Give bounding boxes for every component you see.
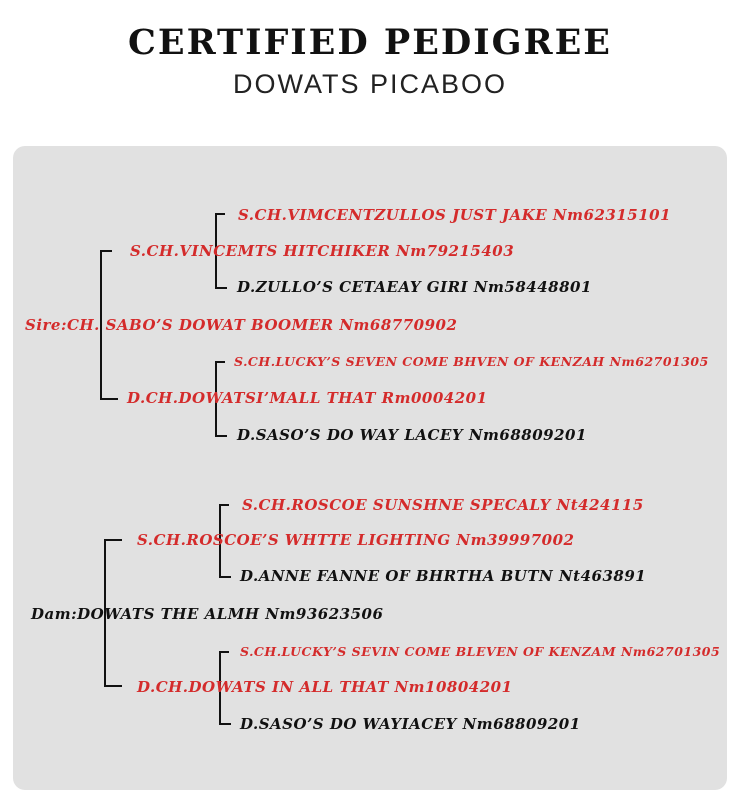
dam-sire-dam-entry: D.ANNE FANNE OF BHRTHA BUTN Nt463891: [240, 567, 647, 585]
dam-dam-dam-entry: D.SASO’S DO WAYIACEY Nm68809201: [240, 715, 581, 733]
dam-dam-sire-entry: S.CH.LUCKY’S SEVIN COME BLEVEN OF KENZAM Nm62701305: [240, 644, 721, 659]
sire-entry: Sire:CH. SABO’S DOWAT BOOMER Nm68770902: [25, 316, 458, 334]
dog-name-subtitle: DOWATS PICABOO: [232, 69, 508, 99]
sire-sire-sire-entry: S.CH.VIMCENTZULLOS JUST JAKE Nm62315101: [238, 206, 672, 224]
sire-sire-dam-entry: D.ZULLO’S CETAEAY GIRI Nm58448801: [237, 278, 592, 296]
sire-sire-entry: S.CH.VINCEMTS HITCHIKER Nm79215403: [130, 242, 515, 260]
sire-branch-connector-top: [100, 250, 112, 252]
sire-branch-connector-bottom: [100, 398, 118, 400]
dam-branch-connector-top: [104, 539, 122, 541]
dam-dam-entry: D.CH.DOWATS IN ALL THAT Nm10804201: [137, 678, 513, 696]
sire-dam-connector-top: [215, 361, 225, 363]
sire-dam-sire-entry: S.CH.LUCKY’S SEVEN COME BHVEN OF KENZAH Nm62701305: [234, 354, 709, 369]
sire-sire-connector-bottom: [215, 287, 227, 289]
dam-dam-connector-top: [219, 651, 229, 653]
sire-dam-connector-bottom: [215, 435, 227, 437]
dam-sire-connector-top: [219, 504, 229, 506]
dam-sire-entry: S.CH.ROSCOE’S WHTTE LIGHTING Nm39997002: [137, 531, 575, 549]
sire-dam-entry: D.CH.DOWATSI’MALL THAT Rm0004201: [127, 389, 488, 407]
dam-entry: Dam:DOWATS THE ALMH Nm93623506: [31, 605, 384, 623]
dam-dam-connector-bottom: [219, 723, 231, 725]
sire-dam-dam-entry: D.SASO’S DO WAY LACEY Nm68809201: [237, 426, 587, 444]
sire-sire-connector-top: [215, 213, 225, 215]
page-title: CERTIFIED PEDIGREE: [128, 22, 612, 63]
dam-branch-connector-bottom: [104, 685, 122, 687]
dam-sire-connector-bottom: [219, 576, 231, 578]
dam-sire-sire-entry: S.CH.ROSCOE SUNSHNE SPECALY Nt424115: [242, 496, 644, 514]
